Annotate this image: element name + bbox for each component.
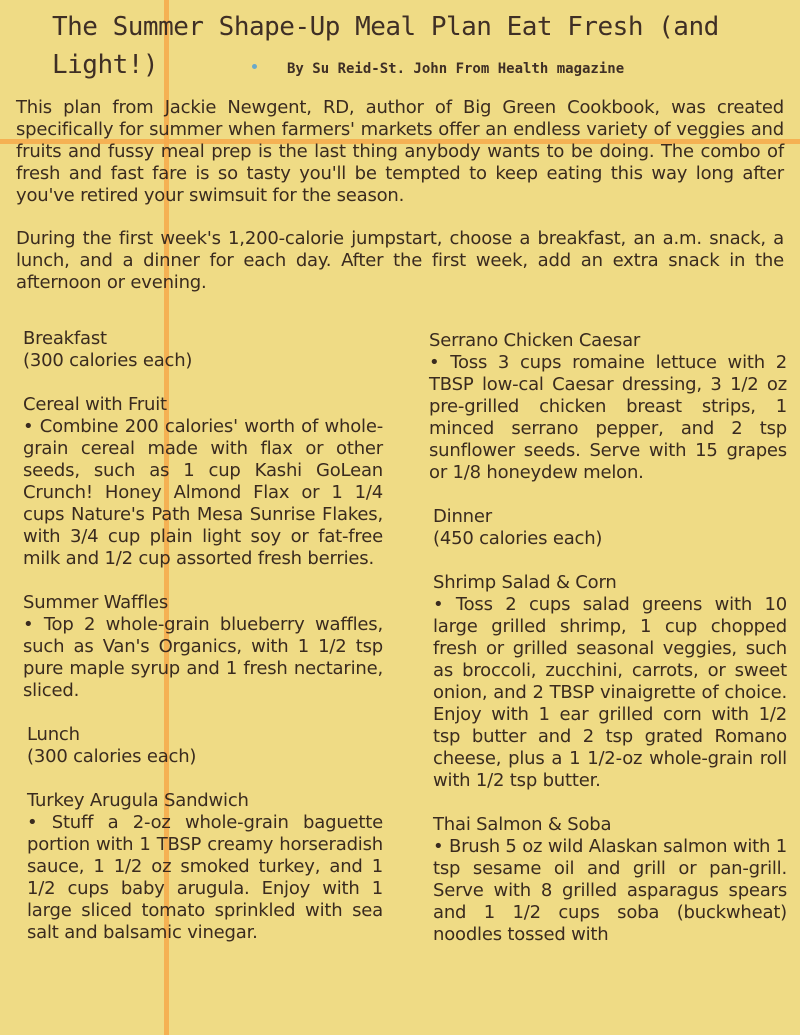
recipe-description: • Brush 5 oz wild Alaskan salmon with 1 tsp sesame oil and grill or pan-grill. Serve with 8 grilled asparagus spears and 1 1/2 cups soba (buckwheat) noodles tossed with — [433, 836, 787, 945]
recipe-title: Shrimp Salad & Corn — [433, 572, 617, 593]
recipe-description: • Top 2 whole-grain blueberry waffles, such as Van's Organics, with 1 1/2 tsp pure maple syrup and 1 fresh nectarine, sliced. — [23, 614, 383, 701]
byline: By Su Reid-St. John From Health magazine — [287, 61, 625, 77]
recipe-description: • Stuff a 2-oz whole-grain baguette portion with 1 TBSP creamy horseradish sauce, 1 1/2 oz smoked turkey, and 1 1/2 cups baby arugula. Enjoy with 1 large sliced tomato sprinkled with sea salt and balsamic vinegar. — [27, 812, 383, 943]
breakfast-heading: Breakfast — [23, 328, 107, 349]
right-column — [429, 330, 787, 946]
breakfast-calories: (300 calories each) — [23, 350, 193, 371]
left-column — [23, 328, 383, 944]
intro-paragraph-2: During the first week's 1,200-calorie jumpstart, choose a breakfast, an a.m. snack, a lunch, and a dinner for each day. After the first week, add an extra snack in the afternoon or evening. — [16, 228, 784, 293]
recipe-title: Summer Waffles — [23, 592, 169, 613]
dinner-heading: Dinner — [433, 506, 492, 527]
page-title: The Summer Shape-Up Meal Plan Eat Fresh (and Light!) — [52, 12, 719, 80]
recipe-title: Thai Salmon & Soba — [433, 814, 612, 835]
recipe-title: Serrano Chicken Caesar — [429, 330, 641, 351]
recipe-title: Turkey Arugula Sandwich — [27, 790, 249, 811]
recipe-description: • Combine 200 calories' worth of whole-grain cereal made with flax or other seeds, such as 1 cup Kashi GoLean Crunch! Honey Almond Flax or 1 1/4 cups Nature's Path Mesa Sunrise Flakes, with 3/4 cup plain light soy or fat-free milk and 1/2 cup assorted fresh berries. — [23, 416, 383, 569]
recipe-description: • Toss 3 cups romaine lettuce with 2 TBSP low-cal Caesar dressing, 3 1/2 oz pre-grilled chicken breast strips, 1 minced serrano pepper, and 2 tsp sunflower seeds. Serve with 15 grapes or 1/8 honeydew melon. — [429, 352, 787, 483]
dinner-calories: (450 calories each) — [433, 528, 603, 549]
intro-paragraph-1: This plan from Jackie Newgent, RD, author of Big Green Cookbook, was created specifically for summer when farmers' markets offer an endless variety of veggies and fruits and fussy meal prep is the last thing anybody wants to be doing. The combo of fresh and fast fare is so tasty you'll be tempted to keep eating this way long after you've retired your swimsuit for the season. — [16, 97, 784, 206]
bullet-dot-icon — [252, 64, 257, 69]
recipe-title: Cereal with Fruit — [23, 394, 167, 415]
recipe-description: • Toss 2 cups salad greens with 10 large grilled shrimp, 1 cup chopped fresh or grilled seasonal veggies, such as broccoli, zucchini, carrots, or sweet onion, and 2 TBSP vinaigrette of choice. Enjoy with 1 ear grilled corn with 1/2 tsp butter and 2 tsp grated Romano cheese, plus a 1 1/2-oz whole-grain roll with 1/2 tsp butter. — [433, 594, 787, 791]
lunch-heading: Lunch — [27, 724, 80, 745]
lunch-calories: (300 calories each) — [27, 746, 197, 767]
